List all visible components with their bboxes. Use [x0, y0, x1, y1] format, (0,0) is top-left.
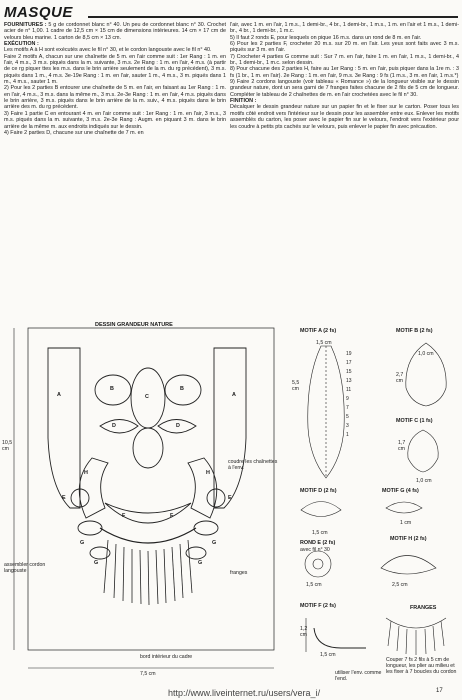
motif-c-label: MOTIF C (1 fs): [396, 418, 433, 424]
letter-a-left: A: [57, 392, 61, 398]
motif-h-label: MOTIF H (2 fs): [390, 536, 427, 542]
motif-c-height: 1,7 cm: [398, 440, 406, 452]
cordon-line: [100, 528, 196, 543]
letter-h-right: H: [206, 470, 210, 476]
drawing-title: DESSIN GRANDEUR NATURE: [95, 322, 173, 328]
letter-b-right: B: [180, 386, 184, 392]
letter-e-left: E: [62, 495, 66, 501]
motif-c-chart: [408, 430, 438, 472]
instructions-right-column: [230, 22, 459, 130]
motif-a-row-number: 1: [346, 432, 349, 438]
right-column-paragraph: [230, 54, 459, 67]
franges-chart: [386, 618, 446, 628]
letter-f-left: F: [122, 513, 126, 519]
paragraph-text: Les motifs A à H sont exécutés avec le fil n° 30, et le cordon langouste avec le fil n° 40.: [4, 47, 212, 54]
letter-d-left: D: [112, 423, 116, 429]
instructions-left-column: [4, 22, 226, 136]
letter-b-left: B: [110, 386, 114, 392]
note-franges: franges: [230, 570, 248, 576]
section-heading: EXÉCUTION :: [4, 41, 39, 48]
letter-g-2: G: [212, 540, 217, 546]
motif-h-chart: [381, 556, 436, 575]
motif-a-row-number: 11: [346, 387, 352, 393]
motif-g-label: MOTIF G (4 fs): [382, 488, 419, 494]
motif-c-width: 1,0 cm: [416, 478, 432, 484]
section-heading: FOURNITURES :: [4, 22, 47, 28]
rond-e-width: 1,5 cm: [306, 582, 322, 588]
paragraph-text: 7) Crocheter 4 parties G comme suit : Sur 7 m. en l'air, faire 1 m. en l'air, 1 m.s., 1 demi-br., 4 br., 1 demi-br., 1 m.c. selon dessin.: [230, 53, 459, 67]
motif-d-width: 1,5 cm: [312, 530, 328, 536]
right-column-paragraph: [230, 104, 459, 129]
dim-width-label: 7,5 cm: [140, 671, 156, 677]
motif-g-shape-2: [194, 521, 218, 535]
motif-f-height: 1,2 cm: [300, 626, 308, 638]
frame-outline: [28, 328, 274, 650]
motif-a-width: 1,5 cm: [316, 340, 332, 346]
letter-g-3: G: [94, 560, 99, 566]
motif-f-width: 1,5 cm: [320, 652, 336, 658]
letter-g-1: G: [80, 540, 85, 546]
page-number: 17: [436, 688, 443, 694]
motif-h-width: 2,5 cm: [392, 582, 408, 588]
note-bord-cadre: bord intérieur du cadre: [140, 654, 193, 660]
motif-c-lower-shape: [133, 428, 163, 468]
paragraph-text: 2) Pour les 2 parties B entourer une chaînette de 5 m. en l'air, en faisant au 1er Rang : 1 m. en l'air, 4 m.s., 3 m.s. dans la même m., 3 m.s. 2e-3e Rang : 1 m. en l'air, 4 m.s. piqués dans le brin arrière, 3 m.s. piqués dans le brin arrière de la m. suiv., 4 m.s. piqués dans le brin arrière des m. du rg précédent.: [4, 85, 226, 111]
franges-lines: [388, 621, 444, 655]
motif-a-row-number: 3: [346, 423, 349, 429]
paragraph-text: Faire 2 motifs A, chacun sur une chaînette de 5 m. en l'air comme suit : 1er Rang : 1 m. en l'air, 4 m.s., 3 m.s. piqués dans la m. suivante, 3 m.s. 2e Rang : 1 m. en l'air, 4 m.s. (à partir de ce rg piquer ttes les m.s. dans le brin arrière seulement de la m. du rg précédent), 3 m.s. piqués dans 1 m., 4 m.s. 3e-19e Rang : 1 m. en l'air, sauter 1 m., 4 m.s., 3 m. piqués dans 1 m., 4 m.s., sauter 1 m.: [4, 53, 226, 86]
left-column-paragraph: [4, 85, 226, 110]
motif-f-chart: [314, 628, 366, 648]
letter-d-right: D: [176, 423, 180, 429]
right-column-paragraph: [230, 22, 459, 35]
motif-f-shape: [105, 503, 191, 523]
paragraph-text: Décalquer le dessin grandeur nature sur un papier fin et le fixer sur le carton. Poser tous les motifs côté endroit vers l'intérieur sur le dessin pour les assembler entre eux. Enlever les motifs assemblés du carton, les poser avec le papier fin sur le velours, l'endroit vers l'extérieur pour les coudre à petits pts cachés sur le velours, puis enlever le papier fin avec précaution.: [230, 104, 459, 130]
paragraph-text: l'air, avec 1 m. en l'air, 1 m.s., 1 demi-br., 4 br., 1 demi-br., 1 m.s., 1 m. en l'air et 1 m.s., 1 demi-br., 4 br., 1 demi-br., 1 m.c.: [230, 22, 459, 35]
letter-h-left: H: [84, 470, 88, 476]
paragraph-text: 5) Il faut 2 ronds E, pour lesquels on pique 16 m.s. dans un rond de 8 m. en l'air.: [230, 34, 422, 41]
paragraph-text: 6) Pour les 2 parties F, crocheter 20 m.s. sur 20 m. en l'air. Les yeux sont faits avec 3 m.s. piqués sur 3 m. en l'air.: [230, 41, 459, 54]
motif-f-label: MOTIF F (2 fs): [300, 603, 336, 609]
paragraph-text: 8) Pour chacune des 2 parties H, faire au 1er Rang : 5 m. en l'air, puis piquer dans la 1re m. : 3 fs (1 br., 1 m. en l'air). 2e Rang : 1 m. en l'air, 9 m.s. 3e Rang : 9 fs (1 m.s., 3 m. en l'air, 1 m.s.*): [230, 66, 459, 79]
letter-a-right: A: [232, 392, 236, 398]
note-coudre-chainettes: coudre les chaînettes à l'env.: [228, 459, 278, 471]
left-column-paragraph: [4, 111, 226, 130]
rond-e-chart: [305, 551, 331, 577]
motif-a-row-number: 7: [346, 405, 349, 411]
letter-f-right: F: [170, 513, 174, 519]
watermark: http://www.liveinternet.ru/users/vera_i/: [168, 688, 321, 698]
paragraph-text: 9) Faire 2 cordons langouste (voir tableau « Romance ») de la longueur visible sur le dessin grandeur nature, dont un sera garni de 7 franges faites chacune de 2 fils de 5 cm de longueur. Compléter le tableau de 2 chaînettes de m. en l'air crochetées avec le fil n° 30.: [230, 79, 459, 98]
left-column-paragraph: [4, 54, 226, 86]
motif-f-note: utiliser l'env. comme l'end.: [335, 670, 382, 682]
note-assembler-cordon: assembler cordon langouste: [4, 562, 46, 574]
motif-g-width: 1 cm: [400, 520, 412, 526]
motif-d-label: MOTIF D (2 fs): [300, 488, 337, 494]
motif-a-height: 5,5 cm: [292, 380, 300, 392]
motif-d-chart: [301, 502, 341, 517]
motif-a-right-shape: [214, 348, 246, 508]
paragraph-text: 5 g de cordonnet blanc n° 40. Un peu de cordonnet blanc n° 30. Crochet acier de n° 1,00. 1 cadre de 12,5 cm × 15 cm de dimensions intérieures. 14 cm × 17 cm de velours bleu marine. 1 carton de 8,5 cm × 13 cm.: [4, 22, 226, 41]
right-column-paragraph: [230, 66, 459, 79]
letter-e-right: E: [228, 495, 232, 501]
motif-b-width: 1,0 cm: [418, 351, 434, 357]
right-column-paragraph: [230, 79, 459, 98]
left-column-paragraph: [4, 22, 226, 41]
motif-g-shape-1: [78, 521, 102, 535]
motif-b-height: 2,7 cm: [396, 372, 404, 384]
motif-a-row-number: 19: [346, 351, 352, 357]
fringe-group: [104, 540, 192, 605]
paragraph-text: 4) Faire 2 parties D, chacune sur une chaînette de 7 m. en: [4, 129, 144, 136]
dim-height-label: 10,5 cm: [2, 440, 13, 452]
motif-a-row-number: 5: [346, 414, 349, 420]
mask-drawing: [0, 318, 290, 698]
motif-h-right-shape: [188, 458, 217, 518]
motif-d-left-shape: [100, 420, 138, 434]
title-rule: [88, 16, 458, 18]
motif-h-left-shape: [79, 458, 108, 518]
motif-a-left-shape: [48, 348, 80, 508]
right-column-paragraph: [230, 41, 459, 54]
motif-a-row-number: 13: [346, 378, 352, 384]
letter-c: C: [145, 394, 149, 400]
motif-b-label: MOTIF B (2 fs): [396, 328, 433, 334]
motif-a-row-numbers: [346, 350, 352, 440]
page-title: MASQUE: [4, 4, 73, 21]
letter-g-4: G: [198, 560, 203, 566]
left-column-paragraph: [4, 130, 226, 136]
motif-a-row-number: 17: [346, 360, 352, 366]
motif-a-row-number: 9: [346, 396, 349, 402]
motif-g-chart: [386, 502, 422, 513]
motif-a-label: MOTIF A (2 fs): [300, 328, 337, 334]
section-heading: FINITION :: [230, 98, 257, 105]
franges-caption: Couper 7 fs 2 fils à 5 cm de longueur, les plier au milieu et les fixer à 7 boucles du cordon: [386, 657, 457, 675]
motif-diagrams: [286, 318, 462, 690]
franges-label: FRANGES: [410, 605, 437, 611]
motif-a-row-number: 15: [346, 369, 352, 375]
rond-e-label: ROND E (2 fs): [300, 540, 336, 546]
paragraph-text: 3) Faire 1 partie C en entourant 4 m. en l'air comme suit : 1er Rang : 1 m. en l'air, 3 m.s., 3 m.s. piqués dans la m. suivante, 3 m.s. 2e-3e Rang : Augm. en piquant 3 m. dans le brin arrière de la même m. aux endroits indiqués sur le dessin.: [4, 110, 226, 130]
rond-e-sub: avec fil n° 30: [300, 547, 330, 553]
